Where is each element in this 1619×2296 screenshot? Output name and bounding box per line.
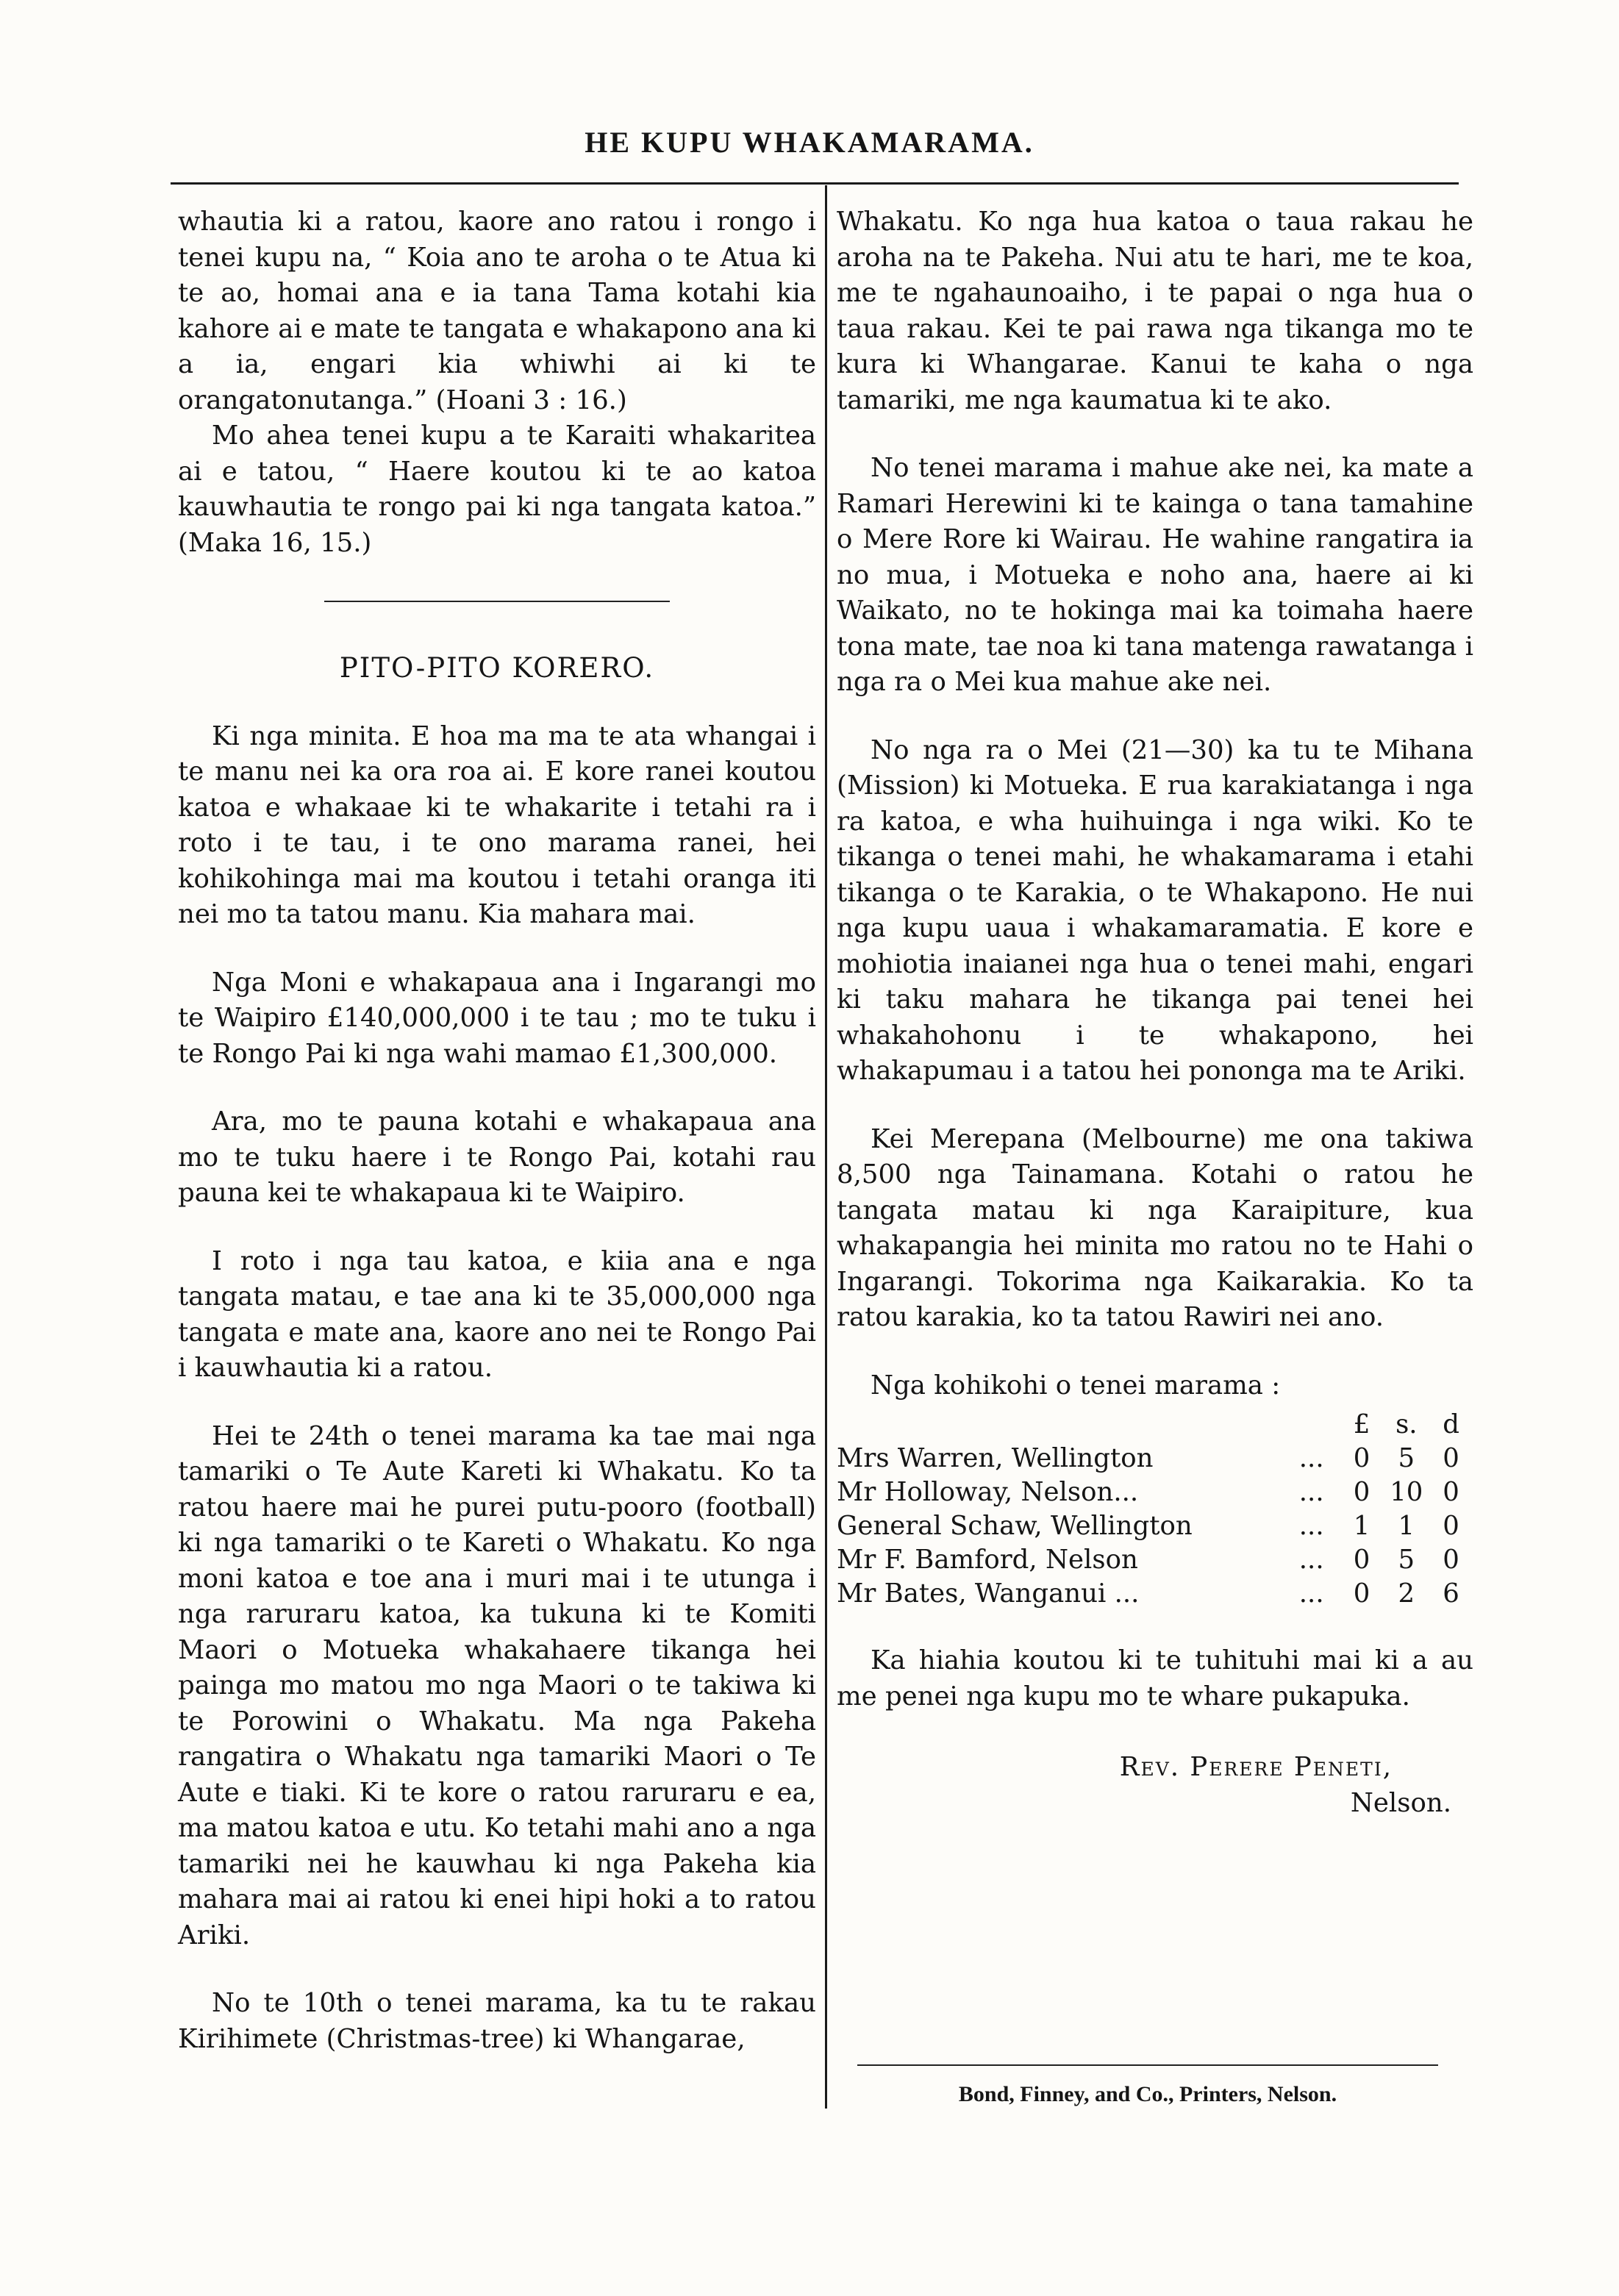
- paragraph: Ka hiahia koutou ki te tuhituhi mai ki a au me penei nga kupu mo te whare pukapuka.: [837, 1645, 1473, 1712]
- collections-table: [837, 1408, 1473, 1611]
- shillings-cell: 2: [1398, 1578, 1415, 1609]
- column-header: £: [1353, 1409, 1370, 1440]
- table-row: [837, 1577, 1473, 1611]
- table-header-row: [837, 1408, 1473, 1442]
- pounds-cell: 0: [1353, 1545, 1370, 1575]
- paragraph: No te 10th o tenei marama, ka tu te rakau Kirihimete (Christmas-tree) ki Whangarae,: [178, 1988, 816, 2054]
- section-separator: [324, 601, 670, 602]
- table-row: [837, 1476, 1473, 1509]
- leader-dots: ...: [1298, 1545, 1324, 1575]
- pence-cell: 0: [1443, 1511, 1459, 1541]
- paragraph: Nga Moni e whakapaua ana i Ingarangi mo te Waipiro £140,000,000 i te tau ; mo te tuku i te Rongo Pai ki nga wahi mamao £1,300,000.: [178, 967, 816, 1069]
- left-column: [178, 204, 816, 2089]
- column-header: s.: [1395, 1409, 1418, 1440]
- table-row: [837, 1442, 1473, 1476]
- shillings-cell: 5: [1398, 1443, 1415, 1473]
- column-header: d: [1443, 1409, 1459, 1440]
- pence-cell: 0: [1443, 1545, 1459, 1575]
- paragraph: Ki nga minita. E hoa ma ma te ata whangai i te manu nei ka ora roa ai. E kore ranei koutou katoa e whakaae ki te whakarite i tetahi ra i roto i te tau, i te ono marama ranei, hei kohikohinga mai ma koutou i tetahi oranga iti nei mo ta tatou manu. Kia mahara mai.: [178, 720, 816, 929]
- pounds-cell: 0: [1353, 1477, 1370, 1507]
- table-row: [837, 1543, 1473, 1577]
- paragraph: I roto i nga tau katoa, e kiia ana e nga tangata matau, e tae ana ki te 35,000,000 nga tangata e mate ana, kaore ano nei te Rongo Pai i kauwhautia ki a ratou.: [178, 1245, 816, 1383]
- paragraph: Kei Merepana (Melbourne) me ona takiwa 8,500 nga Tainamana. Kotahi o ratou he tangata matau ki nga Karaipiture, kua whakapangia hei minita mo ratou no te Hahi o Ingarangi. Tokorima nga Kaikarakia. Ko ta ratou karakia, ko ta tatou Rawiri nei ano.: [837, 1123, 1473, 1332]
- page-running-head: HE KUPU WHAKAMARAMA.: [585, 126, 1034, 159]
- signature-place: Nelson.: [1350, 1787, 1451, 1818]
- header-rule: [171, 182, 1459, 185]
- pounds-cell: 0: [1353, 1578, 1370, 1609]
- paragraph: Mo ahea tenei kupu a te Karaiti whakaritea ai e tatou, “ Haere koutou ki te ao katoa kauwhautia te rongo pai ki nga tangata katoa.” (Maka 16, 15.): [178, 421, 816, 558]
- printer-imprint: Bond, Finney, and Co., Printers, Nelson.: [958, 2082, 1337, 2106]
- footer-rule: [857, 2064, 1438, 2066]
- column-divider: [825, 185, 827, 2109]
- paragraph: No nga ra o Mei (21—30) ka tu te Mihana (Mission) ki Motueka. E rua karakiatanga i nga ra katoa, e wha huihuinga i nga wiki. Ko te tikanga o tenei mahi, he whakamarama i etahi tikanga o te Karakia, o te Whakapono. He nui nga kupu uaua i whakamaramatia. E kore e mohiotia inaianei nga hua o tenei mahi, engari ki taku mahara he tikanga pai tenei hei whakahohonu i te whakapono, hei whakapumau i a tatou hei pononga ma te Ariki.: [837, 734, 1473, 1086]
- table-row: [837, 1509, 1473, 1543]
- pence-cell: 6: [1443, 1578, 1459, 1609]
- paragraph: Ara, mo te pauna kotahi e whakapaua ana mo te tuku haere i te Rongo Pai, kotahi rau pauna kei te whakapaua ki te Waipiro.: [178, 1106, 816, 1208]
- pence-cell: 0: [1443, 1477, 1459, 1507]
- right-column: [837, 204, 1473, 1821]
- shillings-cell: 1: [1398, 1511, 1415, 1541]
- donor-name: General Schaw, Wellington: [837, 1511, 1193, 1541]
- pence-cell: 0: [1443, 1443, 1459, 1473]
- pounds-cell: 1: [1353, 1511, 1370, 1541]
- donor-name: Mr Bates, Wanganui ...: [837, 1578, 1140, 1609]
- signature-name: Rev. Perere Peneti,: [1119, 1752, 1393, 1782]
- collections-heading: Nga kohikohi o tenei marama :: [871, 1370, 1281, 1401]
- donor-name: Mr F. Bamford, Nelson: [837, 1545, 1138, 1575]
- paragraph: No tenei marama i mahue ake nei, ka mate a Ramari Herewini ki te kainga o tana tamahine o Mere Rore ki Wairau. He wahine rangatira ia no mua, i Motueka e noho ana, haere ai ki Waikato, no te hokinga mai ka toimaha haere tona mate, tae noa ki tana matenga rawatanga i nga ra o Mei kua mahue ake nei.: [837, 453, 1473, 697]
- paragraph: whautia ki a ratou, kaore ano ratou i rongo i tenei kupu na, “ Koia ano te aroha o te Atua ki te ao, homai ana e ia tana Tama kotahi kia kahore ai e mate te tangata e whakapono ana ki a ia, engari kia whiwhi ai ki te orangatonutanga.” (Hoani 3 : 16.): [178, 207, 816, 415]
- donor-name: Mr Holloway, Nelson...: [837, 1477, 1139, 1507]
- pounds-cell: 0: [1353, 1443, 1370, 1473]
- leader-dots: ...: [1298, 1511, 1324, 1541]
- section-heading: PITO-PITO KORERO.: [339, 652, 655, 684]
- paragraph: Whakatu. Ko nga hua katoa o taua rakau he aroha na te Pakeha. Nui atu te hari, me te koa, me te ngahaunoaiho, i te papai o nga hua o taua rakau. Kei te pai rawa nga tikanga mo te kura ki Whangarae. Kanui te kaha o nga tamariki, me nga kaumatua ki te ako.: [837, 207, 1473, 415]
- signature: [837, 1750, 1473, 1821]
- shillings-cell: 5: [1398, 1545, 1415, 1575]
- paragraph: Hei te 24th o tenei marama ka tae mai nga tamariki o Te Aute Kareti ki Whakatu. Ko ta ratou haere mai he purei putu-pooro (football) ki nga tamariki o te Kareti o Whakatu. Ko nga moni katoa e toe ana i muri mai i te utunga i nga raruraru katoa, ka tukuna ki te Komiti Maori o Motueka whakahaere tikanga hei painga mo matou mo nga Maori o te takiwa ki te Porowini o Whakatu. Ma nga Pakeha rangatira o Whakatu nga tamariki Maori o Te Aute e tiaki. Ki te kore o ratou raruraru e ea, ma matou katoa e utu. Ko tetahi mahi ano a nga tamariki nei he kauwhau ki nga Pakeha kia mahara mai ai ratou ki enei hipi hoki a to ratou Ariki.: [178, 1420, 816, 1950]
- shillings-cell: 10: [1390, 1477, 1423, 1507]
- leader-dots: ...: [1298, 1578, 1324, 1609]
- leader-dots: ...: [1298, 1443, 1324, 1473]
- leader-dots: ...: [1298, 1477, 1324, 1507]
- donor-name: Mrs Warren, Wellington: [837, 1443, 1154, 1473]
